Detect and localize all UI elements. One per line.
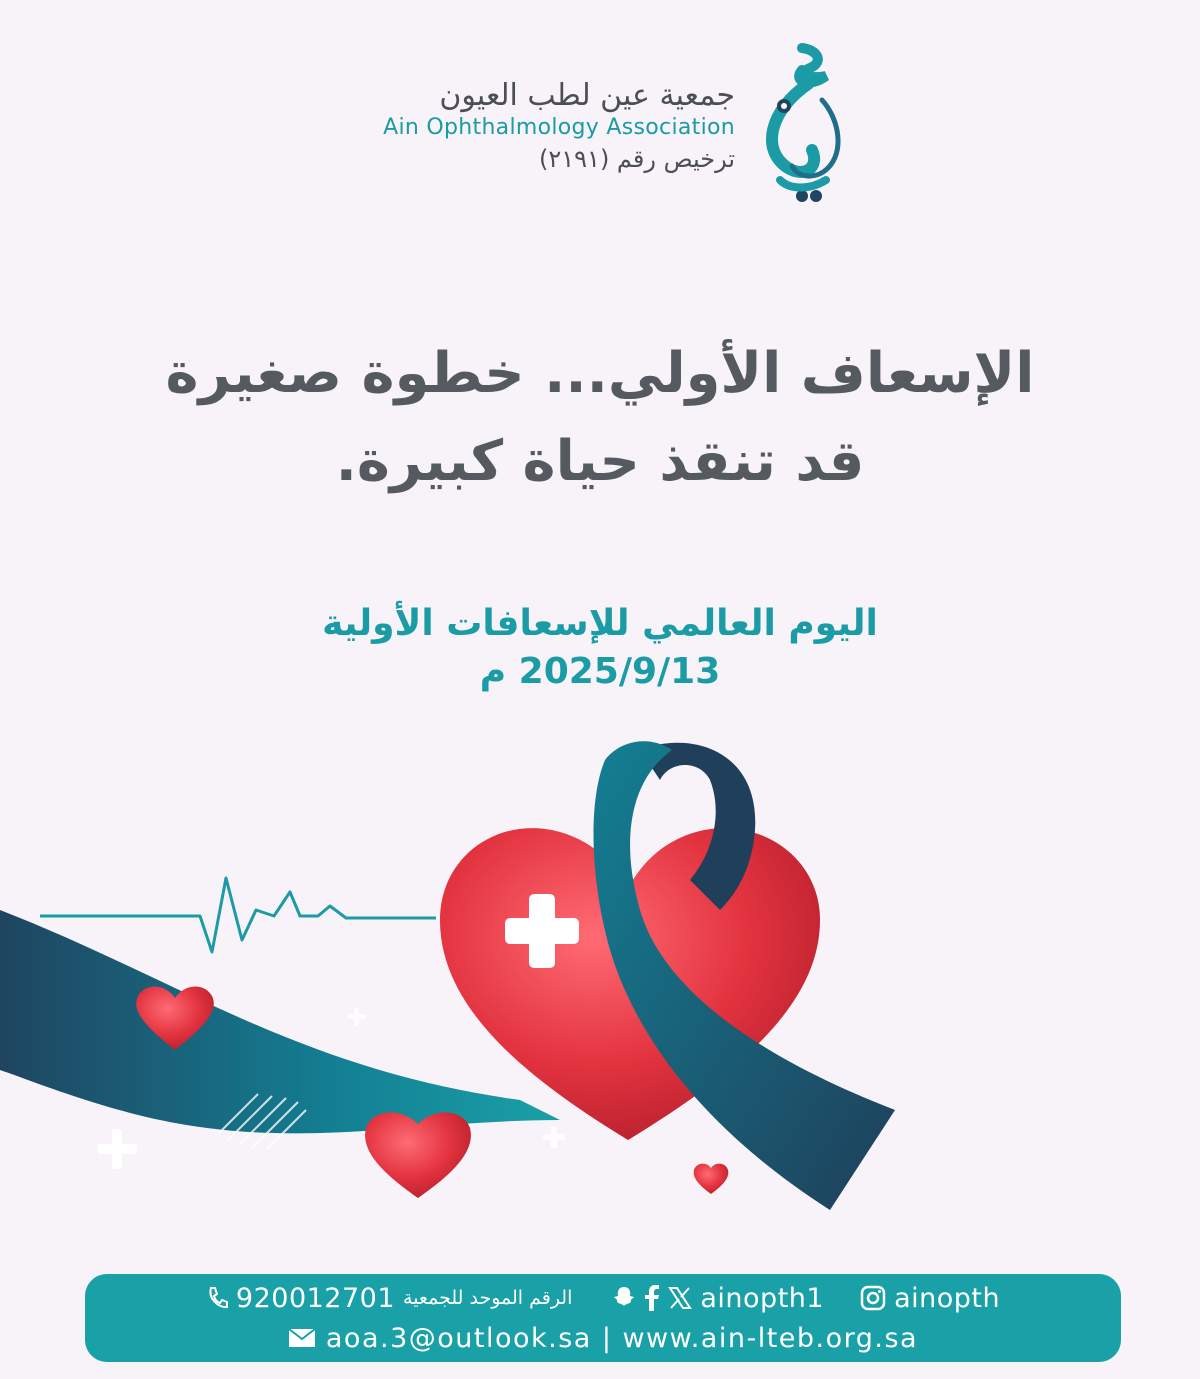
- snapchat-icon[interactable]: [612, 1285, 636, 1311]
- contact-bar: [85, 1274, 1121, 1362]
- logo-name-english: Ain Ophthalmology Association: [383, 115, 735, 140]
- small-heart-tiny: [694, 1164, 729, 1194]
- email-address[interactable]: aoa.3@outlook.sa: [325, 1322, 592, 1354]
- headline-line-2: قد تنقذ حياة كبيرة.: [335, 429, 865, 494]
- logo-mark-icon: [740, 40, 850, 210]
- facebook-icon[interactable]: [644, 1285, 660, 1311]
- first-aid-illustration: [0, 720, 1200, 1260]
- phone-number[interactable]: 920012701: [235, 1282, 396, 1314]
- sparkle-plus: [97, 1129, 137, 1169]
- occasion-date: 2025/9/13 م: [479, 651, 721, 692]
- logo-license-number: ترخيص رقم (٢١٩١): [539, 145, 735, 173]
- association-logo: [380, 40, 850, 210]
- unified-number-label: الرقم الموحد للجمعية: [403, 1287, 573, 1309]
- instagram-handle[interactable]: ainopth: [894, 1282, 1001, 1314]
- social-handle[interactable]: ainopth1: [700, 1282, 825, 1314]
- occasion: [100, 600, 1100, 696]
- occasion-title: اليوم العالمي للإسعافات الأولية: [322, 603, 878, 644]
- headline-line-1: الإسعاف الأولي... خطوة صغيرة: [165, 341, 1035, 406]
- heartbeat-line: [40, 878, 436, 952]
- contact-row-web: [85, 1320, 1121, 1356]
- headline: [100, 330, 1100, 506]
- small-heart-middle: [365, 1112, 471, 1198]
- logo-text: [383, 78, 735, 176]
- website-url[interactable]: www.ain-lteb.org.sa: [622, 1322, 919, 1354]
- mail-icon: [288, 1328, 316, 1348]
- x-icon[interactable]: [668, 1286, 692, 1310]
- contact-row-social: [85, 1280, 1121, 1316]
- logo-name-arabic: جمعية عين لطب العيون: [439, 78, 735, 113]
- instagram-icon[interactable]: [860, 1285, 886, 1311]
- phone-icon: [206, 1286, 228, 1310]
- separator: |: [601, 1322, 613, 1354]
